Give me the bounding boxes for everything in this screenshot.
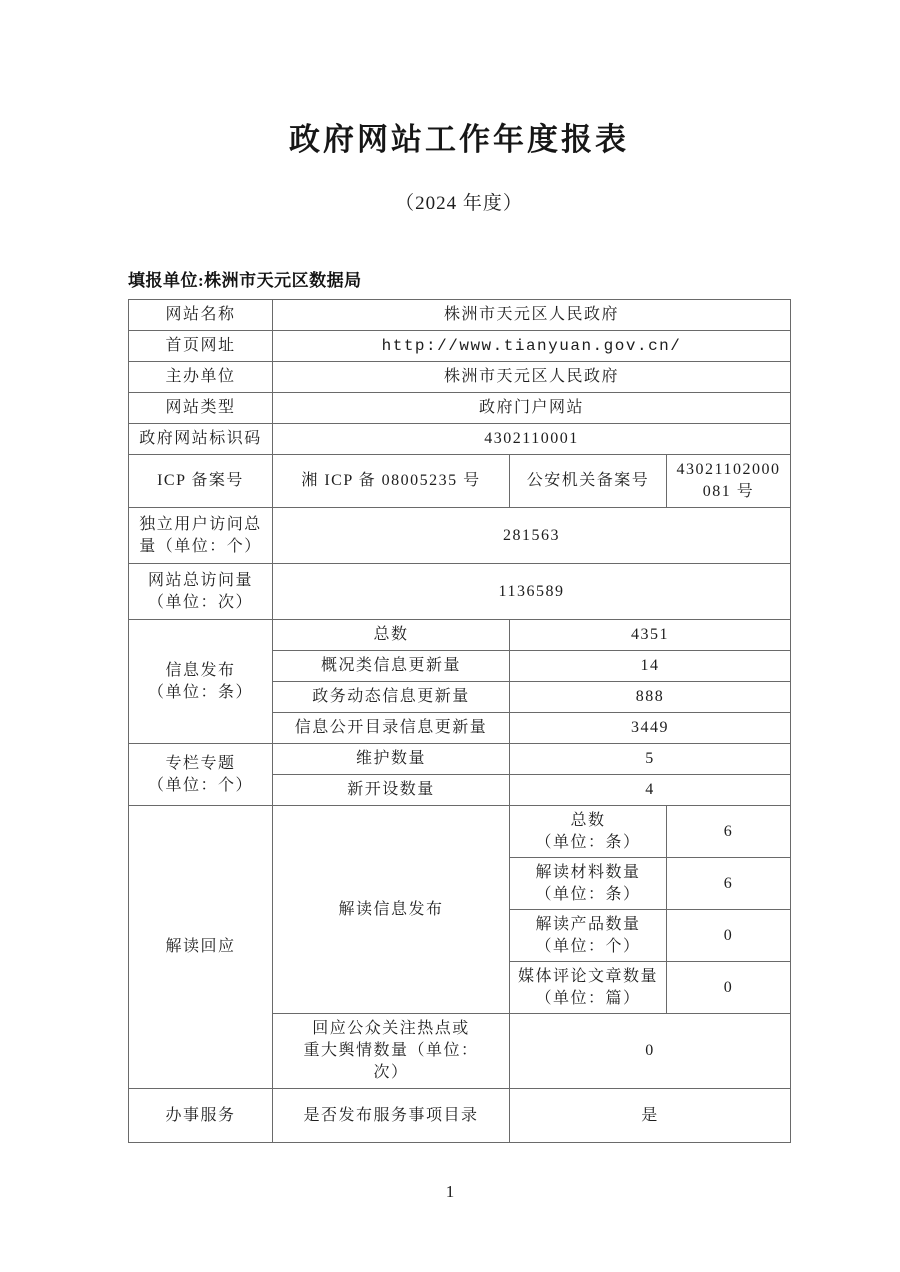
interpretation-row-value: 0: [667, 910, 791, 962]
row-home-url: [129, 331, 791, 362]
row-service: [129, 1089, 791, 1143]
annual-report-table: [128, 299, 791, 1143]
organizer-value: 株洲市天元区人民政府: [273, 362, 791, 393]
interpretation-row-label: 解读产品数量 （单位：个）: [510, 910, 667, 962]
interpretation-row-value: 6: [667, 806, 791, 858]
icp-value: 湘 ICP 备 08005235 号: [273, 455, 510, 508]
row-icp: [129, 455, 791, 508]
home-url-label: 首页网址: [129, 331, 273, 362]
total-visits-value: 1136589: [273, 564, 791, 620]
page-number: 1: [445, 1182, 455, 1201]
info-release-row-label: 政务动态信息更新量: [273, 682, 510, 713]
site-name-value: 株洲市天元区人民政府: [273, 300, 791, 331]
info-release-row-value: 3449: [510, 713, 791, 744]
special-columns-section: 专栏专题 （单位：个）: [129, 744, 273, 806]
interpretation-section: 解读回应: [129, 806, 273, 1089]
hotspot-response-label: 回应公众关注热点或 重大舆情数量（单位： 次）: [273, 1014, 510, 1089]
service-row-label: 是否发布服务事项目录: [273, 1089, 510, 1143]
special-columns-row-label: 新开设数量: [273, 775, 510, 806]
psb-value-line1: 43021102000: [676, 461, 781, 478]
icp-label: ICP 备案号: [129, 455, 273, 508]
report-title: 政府网站工作年度报表: [289, 122, 629, 157]
interpretation-sub-section: 解读信息发布: [273, 806, 510, 1014]
psb-value: [667, 455, 791, 508]
row-total-visits: [129, 564, 791, 620]
interpretation-row-value: 0: [667, 962, 791, 1014]
row-site-code: [129, 424, 791, 455]
site-code-value: 4302110001: [273, 424, 791, 455]
row-columns-maintained: [129, 744, 791, 775]
info-release-row-label: 信息公开目录信息更新量: [273, 713, 510, 744]
report-year-subtitle: （2024 年度）: [395, 193, 523, 214]
site-type-value: 政府门户网站: [273, 393, 791, 424]
site-type-label: 网站类型: [129, 393, 273, 424]
row-info-release-total: [129, 620, 791, 651]
info-release-row-value: 888: [510, 682, 791, 713]
info-release-section: 信息发布 （单位：条）: [129, 620, 273, 744]
hotspot-response-value: 0: [510, 1014, 791, 1089]
site-code-label: 政府网站标识码: [129, 424, 273, 455]
interpretation-row-value: 6: [667, 858, 791, 910]
special-columns-row-value: 4: [510, 775, 791, 806]
info-release-row-label: 概况类信息更新量: [273, 651, 510, 682]
row-site-name: [129, 300, 791, 331]
psb-label: 公安机关备案号: [510, 455, 667, 508]
psb-value-line2: 081 号: [702, 483, 755, 500]
service-section: 办事服务: [129, 1089, 273, 1143]
row-interpretation-total: [129, 806, 791, 858]
special-columns-row-label: 维护数量: [273, 744, 510, 775]
service-row-value: 是: [510, 1089, 791, 1143]
interpretation-row-label: 总数 （单位：条）: [510, 806, 667, 858]
info-release-row-value: 4351: [510, 620, 791, 651]
row-site-type: [129, 393, 791, 424]
row-unique-visitors: [129, 508, 791, 564]
home-url-value: http://www.tianyuan.gov.cn/: [273, 331, 791, 362]
unique-visitors-label: 独立用户访问总 量（单位：个）: [129, 508, 273, 564]
row-organizer: [129, 362, 791, 393]
organizer-label: 主办单位: [129, 362, 273, 393]
interpretation-row-label: 媒体评论文章数量 （单位：篇）: [510, 962, 667, 1014]
reporting-unit: 填报单位:株洲市天元区数据局: [128, 271, 362, 290]
unique-visitors-value: 281563: [273, 508, 791, 564]
total-visits-label: 网站总访问量 （单位：次）: [129, 564, 273, 620]
info-release-row-label: 总数: [273, 620, 510, 651]
site-name-label: 网站名称: [129, 300, 273, 331]
special-columns-row-value: 5: [510, 744, 791, 775]
info-release-row-value: 14: [510, 651, 791, 682]
interpretation-row-label: 解读材料数量 （单位：条）: [510, 858, 667, 910]
